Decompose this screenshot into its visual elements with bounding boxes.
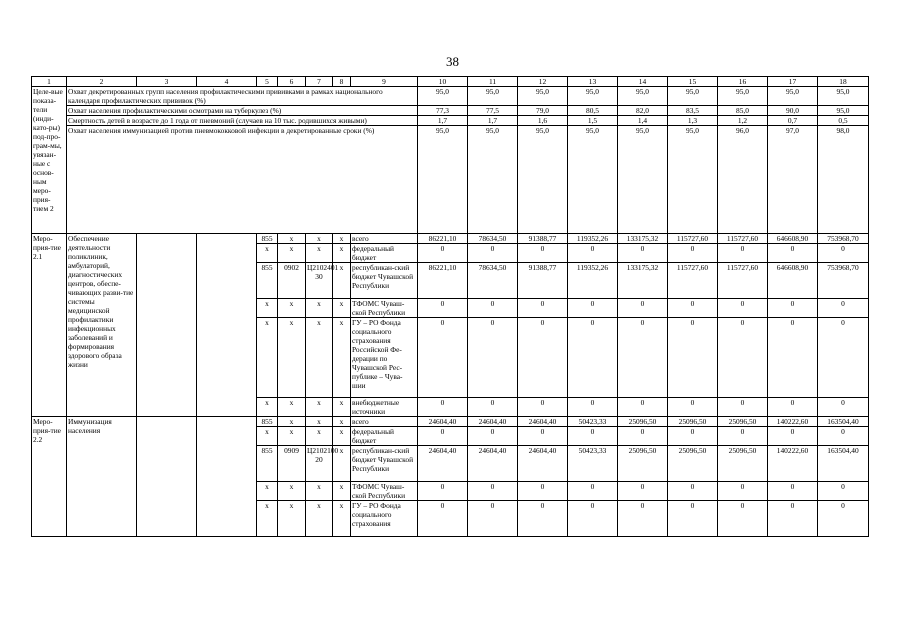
code-cell: x xyxy=(278,427,306,446)
code-cell: x xyxy=(278,234,306,244)
target-value: 95,0 xyxy=(668,126,718,234)
funding-value: 24604,40 xyxy=(418,446,468,482)
funding-value: 115727,60 xyxy=(668,263,718,299)
target-value: 95,0 xyxy=(518,87,568,106)
funding-source: республикан-ский бюджет Чувашской Республики xyxy=(351,263,418,299)
funding-value: 0 xyxy=(418,482,468,501)
code-cell: x xyxy=(278,501,306,537)
column-number: 14 xyxy=(618,77,668,87)
target-value: 0,5 xyxy=(818,116,869,126)
target-value: 1,7 xyxy=(468,116,518,126)
target-value: 1,3 xyxy=(668,116,718,126)
program-table xyxy=(31,76,869,537)
funding-value: 0 xyxy=(568,244,618,263)
column-number: 4 xyxy=(197,77,257,87)
target-value: 1,7 xyxy=(418,116,468,126)
target-value: 95,0 xyxy=(418,126,468,234)
target-indicator-row xyxy=(32,106,869,116)
target-value: 95,0 xyxy=(468,87,518,106)
measure-label: Меро-прия-тие 2.2 xyxy=(32,417,67,537)
funding-value: 24604,40 xyxy=(468,446,518,482)
target-value: 95,0 xyxy=(618,87,668,106)
column-number: 8 xyxy=(333,77,351,87)
funding-source: всего xyxy=(351,417,418,427)
funding-value: 91388,77 xyxy=(518,234,568,244)
funding-value: 0 xyxy=(768,244,818,263)
code-cell: x xyxy=(278,318,306,398)
funding-value: 0 xyxy=(468,427,518,446)
code-cell: x xyxy=(306,244,333,263)
funding-value: 0 xyxy=(668,501,718,537)
target-value: 80,5 xyxy=(568,106,618,116)
funding-value: 0 xyxy=(668,299,718,318)
column-number: 6 xyxy=(278,77,306,87)
target-value: 82,0 xyxy=(618,106,668,116)
column-number: 10 xyxy=(418,77,468,87)
column-number: 16 xyxy=(718,77,768,87)
target-indicator-text: Охват населения иммунизацией против пневмококковой инфекции в декретированные сроки (%) xyxy=(67,126,418,234)
target-value: 95,0 xyxy=(718,87,768,106)
funding-source: республикан-ский бюджет Чувашской Республики xyxy=(351,446,418,482)
funding-value: 0 xyxy=(418,318,468,398)
target-indicator-row xyxy=(32,116,869,126)
target-value: 95,0 xyxy=(818,87,869,106)
column-number: 7 xyxy=(306,77,333,87)
target-value: 95,0 xyxy=(668,87,718,106)
funding-value: 0 xyxy=(568,299,618,318)
target-value: 95,0 xyxy=(618,126,668,234)
funding-value: 0 xyxy=(468,244,518,263)
code-cell: x xyxy=(306,299,333,318)
funding-value: 24604,40 xyxy=(518,417,568,427)
funding-value: 0 xyxy=(468,318,518,398)
funding-value: 0 xyxy=(818,299,869,318)
funding-value: 0 xyxy=(418,427,468,446)
column-number: 17 xyxy=(768,77,818,87)
funding-value: 25096,50 xyxy=(718,446,768,482)
funding-value: 0 xyxy=(718,427,768,446)
target-value: 1,4 xyxy=(618,116,668,126)
funding-value: 25096,50 xyxy=(668,446,718,482)
funding-value: 86221,10 xyxy=(418,234,468,244)
funding-value: 86221,10 xyxy=(418,263,468,299)
column-number: 2 xyxy=(67,77,137,87)
funding-value: 0 xyxy=(668,398,718,417)
target-value: 79,0 xyxy=(518,106,568,116)
funding-value: 0 xyxy=(518,398,568,417)
funding-value: 0 xyxy=(618,501,668,537)
funding-value: 753968,70 xyxy=(818,234,869,244)
funding-value: 0 xyxy=(618,318,668,398)
target-value: 95,0 xyxy=(818,106,869,116)
funding-source: ГУ – РО Фонда социального страхования Российской Фе-дерации по Чувашской Рес-публике – Чува-шии xyxy=(351,318,418,398)
measure-label: Меро-прия-тие 2.1 xyxy=(32,234,67,417)
funding-value: 0 xyxy=(768,318,818,398)
funding-value: 0 xyxy=(468,299,518,318)
target-value: 95,0 xyxy=(768,87,818,106)
code-cell: x xyxy=(278,417,306,427)
target-indicator-row xyxy=(32,87,869,106)
funding-value: 0 xyxy=(618,299,668,318)
funding-value: 115727,60 xyxy=(718,234,768,244)
funding-value: 24604,40 xyxy=(518,446,568,482)
code-cell: x xyxy=(306,234,333,244)
funding-value: 115727,60 xyxy=(668,234,718,244)
funding-value: 25096,50 xyxy=(668,417,718,427)
funding-value: 0 xyxy=(768,398,818,417)
target-value: 95,0 xyxy=(518,126,568,234)
funding-value: 0 xyxy=(518,427,568,446)
target-indicator-text: Охват населения профилактическими осмотрами на туберкулез (%) xyxy=(67,106,418,116)
funding-value: 0 xyxy=(718,398,768,417)
target-value: 0,7 xyxy=(768,116,818,126)
funding-value: 133175,32 xyxy=(618,263,668,299)
funding-value: 0 xyxy=(518,318,568,398)
funding-value: 50423,33 xyxy=(568,446,618,482)
target-value: 83,5 xyxy=(668,106,718,116)
funding-value: 0 xyxy=(568,482,618,501)
code-cell: x xyxy=(306,398,333,417)
funding-value: 0 xyxy=(418,398,468,417)
target-value: 90,0 xyxy=(768,106,818,116)
code-cell: Ц2102401 30 xyxy=(306,263,333,299)
code-cell: x xyxy=(278,299,306,318)
funding-value: 0 xyxy=(418,299,468,318)
code-cell: x xyxy=(278,482,306,501)
column-number: 18 xyxy=(818,77,869,87)
column-number: 1 xyxy=(32,77,67,87)
target-indicator-text: Смертность детей в возрасте до 1 года от пневмоний (случаев на 10 тыс. родившихся живыми) xyxy=(67,116,418,126)
funding-value: 0 xyxy=(818,427,869,446)
target-value: 97,0 xyxy=(768,126,818,234)
funding-value: 78634,50 xyxy=(468,234,518,244)
funding-value: 0 xyxy=(718,482,768,501)
funding-value: 0 xyxy=(768,501,818,537)
funding-value: 0 xyxy=(668,244,718,263)
funding-value: 140222,60 xyxy=(768,417,818,427)
code-cell: x xyxy=(306,318,333,398)
target-value: 95,0 xyxy=(468,126,518,234)
funding-value: 0 xyxy=(618,244,668,263)
funding-value: 0 xyxy=(768,427,818,446)
funding-value: 0 xyxy=(468,398,518,417)
funding-source: ГУ – РО Фонда социального страхования xyxy=(351,501,418,537)
target-value: 77,5 xyxy=(468,106,518,116)
funding-value: 0 xyxy=(468,482,518,501)
code-cell: x xyxy=(333,427,351,446)
code-cell: x xyxy=(257,299,278,318)
measure-name: Обеспечение деятельности поликлиник, амбулаторий, диагностических центров, обеспе-чивающих разви-тие системы медицинской профилактики инфекционных заболеваний и формирования здорового образа жизни xyxy=(67,234,137,417)
empty-cell xyxy=(197,234,257,417)
funding-value: 0 xyxy=(618,427,668,446)
funding-value: 0 xyxy=(518,244,568,263)
funding-value: 91388,77 xyxy=(518,263,568,299)
column-number: 5 xyxy=(257,77,278,87)
empty-cell xyxy=(137,417,197,537)
code-cell: x xyxy=(278,244,306,263)
target-value: 85,0 xyxy=(718,106,768,116)
funding-value: 0 xyxy=(818,398,869,417)
code-cell: x xyxy=(306,501,333,537)
code-cell: x xyxy=(306,417,333,427)
target-indicator-text: Охват декретированных групп населения профилактическими прививками в рамках национального календаря профилактических прививок (%) xyxy=(67,87,418,106)
target-indicators-label: Целе-вые показа-тели (инди-като-ры) под-про-грам-мы, увязан-ные с основ-ным меро-прия-тием 2 xyxy=(32,87,67,234)
funding-value: 0 xyxy=(718,244,768,263)
funding-value: 119352,26 xyxy=(568,263,618,299)
target-value: 95,0 xyxy=(568,126,618,234)
code-cell: x xyxy=(257,427,278,446)
funding-value: 25096,50 xyxy=(718,417,768,427)
code-cell: x xyxy=(257,244,278,263)
funding-value: 753968,70 xyxy=(818,263,869,299)
funding-value: 25096,50 xyxy=(618,417,668,427)
funding-value: 0 xyxy=(718,318,768,398)
code-cell: x xyxy=(257,482,278,501)
empty-cell xyxy=(137,234,197,417)
code-cell: x xyxy=(333,318,351,398)
column-number: 3 xyxy=(137,77,197,87)
code-cell: 855 xyxy=(257,417,278,427)
code-cell: x xyxy=(306,427,333,446)
funding-value: 0 xyxy=(518,299,568,318)
funding-value: 0 xyxy=(618,398,668,417)
code-cell: x xyxy=(278,398,306,417)
code-cell: 0909 xyxy=(278,446,306,482)
code-cell: 855 xyxy=(257,446,278,482)
measure-name: Иммунизация населения xyxy=(67,417,137,537)
code-cell: x xyxy=(333,398,351,417)
funding-source: ТФОМС Чуваш-ской Республики xyxy=(351,299,418,318)
target-value: 95,0 xyxy=(568,87,618,106)
funding-value: 78634,50 xyxy=(468,263,518,299)
column-number: 15 xyxy=(668,77,718,87)
code-cell: Ц2102100 20 xyxy=(306,446,333,482)
code-cell: 0902 xyxy=(278,263,306,299)
column-number: 11 xyxy=(468,77,518,87)
funding-value: 0 xyxy=(418,244,468,263)
code-cell: x xyxy=(257,318,278,398)
target-value: 98,0 xyxy=(818,126,869,234)
funding-value: 24604,40 xyxy=(418,417,468,427)
funding-value: 115727,60 xyxy=(718,263,768,299)
funding-value: 0 xyxy=(618,482,668,501)
funding-value: 24604,40 xyxy=(468,417,518,427)
code-cell: x xyxy=(257,501,278,537)
funding-value: 140222,60 xyxy=(768,446,818,482)
empty-cell xyxy=(197,417,257,537)
funding-value: 646608,90 xyxy=(768,234,818,244)
code-cell: x xyxy=(306,482,333,501)
funding-source: всего xyxy=(351,234,418,244)
funding-value: 0 xyxy=(818,244,869,263)
measure-row xyxy=(32,234,869,244)
funding-source: федеральный бюджет xyxy=(351,427,418,446)
funding-value: 133175,32 xyxy=(618,234,668,244)
code-cell: x xyxy=(333,244,351,263)
column-number: 9 xyxy=(351,77,418,87)
code-cell: 855 xyxy=(257,234,278,244)
code-cell: 855 xyxy=(257,263,278,299)
code-cell: x xyxy=(333,417,351,427)
target-value: 77,3 xyxy=(418,106,468,116)
target-value: 96,0 xyxy=(718,126,768,234)
funding-value: 0 xyxy=(718,501,768,537)
funding-value: 163504,40 xyxy=(818,417,869,427)
funding-value: 0 xyxy=(518,501,568,537)
code-cell: x xyxy=(333,482,351,501)
column-number: 12 xyxy=(518,77,568,87)
funding-source: внебюджетные источники xyxy=(351,398,418,417)
funding-value: 0 xyxy=(818,318,869,398)
code-cell: x xyxy=(333,446,351,482)
funding-value: 0 xyxy=(668,482,718,501)
funding-value: 0 xyxy=(418,501,468,537)
funding-value: 0 xyxy=(818,482,869,501)
funding-value: 0 xyxy=(768,482,818,501)
measure-row xyxy=(32,417,869,427)
funding-value: 50423,33 xyxy=(568,417,618,427)
funding-value: 0 xyxy=(768,299,818,318)
funding-value: 119352,26 xyxy=(568,234,618,244)
funding-value: 0 xyxy=(568,398,618,417)
target-value: 1,6 xyxy=(518,116,568,126)
target-value: 1,5 xyxy=(568,116,618,126)
funding-value: 0 xyxy=(568,501,618,537)
target-value: 1,2 xyxy=(718,116,768,126)
target-value: 95,0 xyxy=(418,87,468,106)
funding-source: ТФОМС Чуваш-ской Республики xyxy=(351,482,418,501)
target-indicator-row xyxy=(32,126,869,234)
code-cell: x xyxy=(333,501,351,537)
column-number: 13 xyxy=(568,77,618,87)
funding-source: федеральный бюджет xyxy=(351,244,418,263)
funding-value: 0 xyxy=(668,318,718,398)
funding-value: 646608,90 xyxy=(768,263,818,299)
funding-value: 0 xyxy=(668,427,718,446)
funding-value: 0 xyxy=(818,501,869,537)
funding-value: 0 xyxy=(568,318,618,398)
funding-value: 25096,50 xyxy=(618,446,668,482)
code-cell: x xyxy=(333,263,351,299)
page-number: 38 xyxy=(446,54,459,69)
funding-value: 0 xyxy=(718,299,768,318)
code-cell: x xyxy=(333,234,351,244)
funding-value: 163504,40 xyxy=(818,446,869,482)
code-cell: x xyxy=(333,299,351,318)
code-cell: x xyxy=(257,398,278,417)
funding-value: 0 xyxy=(468,501,518,537)
funding-value: 0 xyxy=(568,427,618,446)
column-number-row xyxy=(32,77,869,87)
funding-value: 0 xyxy=(518,482,568,501)
